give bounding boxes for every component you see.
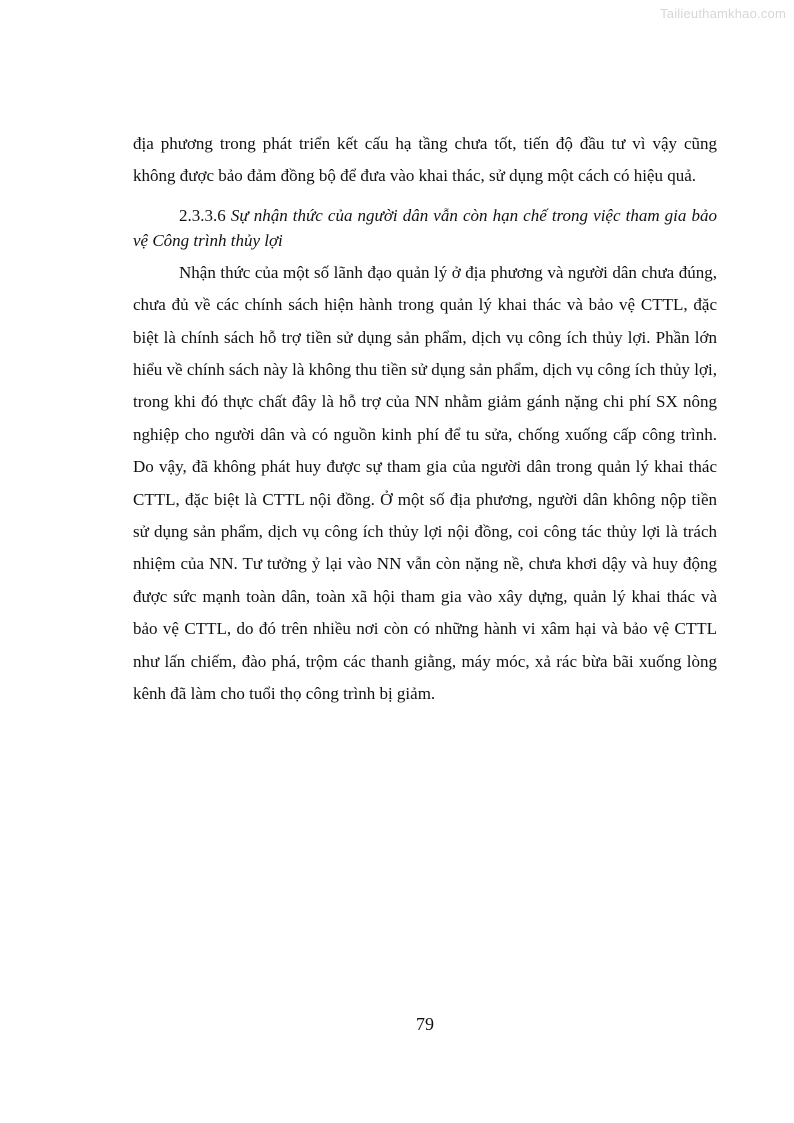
page-number: 79: [416, 1014, 434, 1034]
section-heading: [133, 203, 717, 253]
section-number: 2.3.3.6: [179, 205, 226, 225]
body-paragraph: Nhận thức của một số lãnh đạo quản lý ở địa phương và người dân chưa đúng, chưa đủ về các chính sách hiện hành trong quản lý khai thác và bảo vệ CTTL, đặc biệt là chính sách hỗ trợ tiền sử dụng sản phẩm, dịch vụ công ích thủy lợi. Phần lớn hiểu về chính sách này là không thu tiền sử dụng sản phẩm, dịch vụ công ích thủy lợi, trong khi đó thực chất đây là hỗ trợ của NN nhằm giảm gánh nặng chi phí SX nông nghiệp cho người dân và có nguồn kinh phí để tu sửa, chống xuống cấp công trình. Do vậy, đã không phát huy được sự tham gia của người dân trong quản lý khai thác CTTL, đặc biệt là CTTL nội đồng. Ở một số địa phương, người dân không nộp tiền sử dụng sản phẩm, dịch vụ công ích thủy lợi nội đồng, coi công tác thủy lợi là trách nhiệm của NN. Tư tưởng ỷ lại vào NN vẫn còn nặng nề, chưa khơi dậy và huy động được sức mạnh toàn dân, toàn xã hội tham gia vào xây dựng, quản lý khai thác và bảo vệ CTTL, do đó trên nhiều nơi còn có những hành vi xâm hại và bảo vệ CTTL như lấn chiếm, đào phá, trộm các thanh giằng, máy móc, xả rác bừa bãi xuống lòng kênh đã làm cho tuổi thọ công trình bị giảm.: [133, 262, 717, 704]
watermark: Tailieuthamkhao.com: [660, 6, 786, 21]
continuation-paragraph: địa phương trong phát triển kết cấu hạ tầng chưa tốt, tiến độ đầu tư vì vậy cũng không được bảo đảm đồng bộ để đưa vào khai thác, sử dụng một cách có hiệu quả.: [133, 134, 717, 186]
section-title: Sự nhận thức của người dân vẫn còn hạn chế trong việc tham gia bảo vệ Công trình thủy lợi: [133, 205, 717, 250]
page-content: [133, 128, 717, 711]
